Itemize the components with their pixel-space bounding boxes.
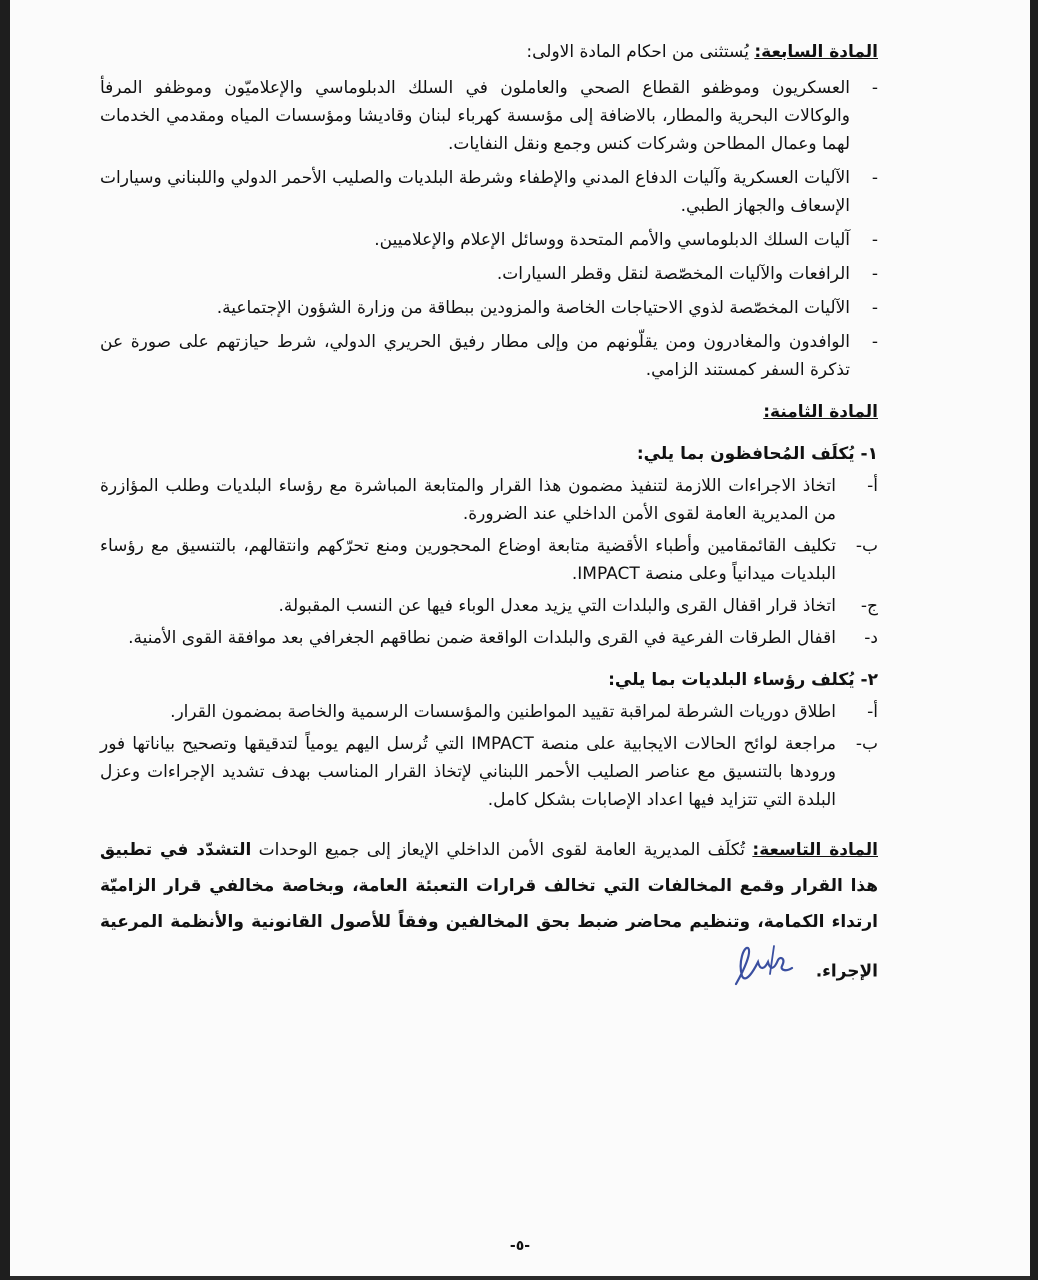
scan-border [10,1276,1030,1280]
list-item [100,294,878,322]
article-9-body: التشدّد في تطبيق هذا القرار وقمع المخالفات التي تخالف قرارات التعبئة العامة، وبخاصة مخالفي قرار الزاميّة ارتداء الكمامة، وتنظيم محاضر ضبط بحق المخالفين وفقاً للأصول القانونية والأنظمة المرعية الإجراء. [100,840,878,982]
document-page [10,0,1030,1276]
article-7-list [100,74,878,384]
list-item [100,624,878,652]
list-item-text: اطلاق دوريات الشرطة لمراقبة تقييد المواطنين والمؤسسات الرسمية والخاصة بمضمون القرار. [170,702,836,722]
item-marker: ب- [855,734,878,754]
list-item [100,730,878,814]
dash-bullet: - [871,168,878,188]
list-item-text: الوافدون والمغادرون ومن يقلّونهم من وإلى مطار رفيق الحريري الدولي، شرط حيازتهم على صورة عن تذكرة السفر كمستند الزامي. [100,332,850,380]
dash-bullet: - [871,230,878,250]
list-item [100,472,878,528]
list-item-text: الآليات المخصّصة لذوي الاحتياجات الخاصة والمزودين ببطاقة من وزارة الشؤون الإجتماعية. [216,298,850,318]
article-9-heading: المادة التاسعة: [752,840,878,860]
list-item-text: الآليات العسكرية وآليات الدفاع المدني والإطفاء وشرطة البلديات والصليب الأحمر الدولي واللبناني وسيارات الإسعاف والجهاز الطبي. [100,168,850,216]
list-item-text: العسكريون وموظفو القطاع الصحي والعاملون في السلك الدبلوماسي والإعلاميّون وموظفو المرفأ والوكالات البحرية والمطار، بالاضافة إلى مؤسسة كهرباء لبنان وقاديشا ومؤسسات المياه ومقدمي الخدمات لهما وعمال المطاحن وشركات كنس وجمع ونقل النفايات. [100,78,850,154]
list-item [100,226,878,254]
signature-icon [730,940,800,1003]
article-8-section-1 [100,440,878,652]
list-item [100,532,878,588]
list-item [100,74,878,158]
list-item [100,164,878,220]
list-item-text: مراجعة لوائح الحالات الايجابية على منصة IMPACT التي تُرسل اليهم يومياً لتدقيقها وتصحيح بياناتها فور ورودها بالتنسيق مع عناصر الصليب الأحمر اللبناني لإتخاذ القرار المناسب بهدف تشديد الإجراءات وعزل البلدة التي تتزايد فيها اعداد الإصابات بشكل كامل. [100,734,836,810]
list-item [100,260,878,288]
dash-bullet: - [871,264,878,284]
article-8-heading: المادة الثامنة: [763,402,878,422]
article-8-section-2 [100,666,878,814]
item-marker: د- [864,628,878,648]
article-7-title [100,38,878,66]
section-title: ٢- يُكلف رؤساء البلديات بما يلي: [608,670,878,690]
list-item-text: تكليف القائمقامين وأطباء الأقضية متابعة اوضاع المحجورين ومنع تحرّكهم وانتقالهم، بالتنسيق مع رؤساء البلديات ميدانياً وعلى منصة IMPACT. [100,536,836,584]
article-8-title [100,398,878,426]
list-item-text: اتخاذ الاجراءات اللازمة لتنفيذ مضمون هذا القرار والمتابعة المباشرة مع رؤساء البلديات وطلب المؤازرة من المديرية العامة لقوى الأمن الداخلي عند الضرورة. [100,476,836,524]
document-body [100,38,878,1003]
list-item [100,592,878,620]
item-marker: أ- [867,476,878,496]
article-9-lead: تُكلَف المديرية العامة لقوى الأمن الداخلي الإيعاز إلى جميع الوحدات [251,840,753,860]
page-number: -٥- [509,1238,531,1254]
item-marker: ب- [855,536,878,556]
article-7-heading: المادة السابعة: [754,42,878,62]
list-item-text: الرافعات والآليات المخصّصة لنقل وقطر السيارات. [496,264,850,284]
dash-bullet: - [871,78,878,98]
article-9-paragraph [100,832,878,1003]
section-title: ١- يُكلَف المُحافظون بما يلي: [636,444,878,464]
article-7-lead: يُستثنى من احكام المادة الاولى: [526,42,755,62]
list-item-text: آليات السلك الدبلوماسي والأمم المتحدة ووسائل الإعلام والإعلاميين. [374,230,850,250]
item-marker: ج- [860,596,878,616]
item-marker: أ- [867,702,878,722]
list-item-text: اتخاذ قرار اقفال القرى والبلدات التي يزيد معدل الوباء فيها عن النسب المقبولة. [278,596,836,616]
dash-bullet: - [871,332,878,352]
dash-bullet: - [871,298,878,318]
list-item [100,698,878,726]
list-item-text: اقفال الطرقات الفرعية في القرى والبلدات الواقعة ضمن نطاقهم الجغرافي بعد موافقة القوى الأمنية. [128,628,836,648]
list-item [100,328,878,384]
